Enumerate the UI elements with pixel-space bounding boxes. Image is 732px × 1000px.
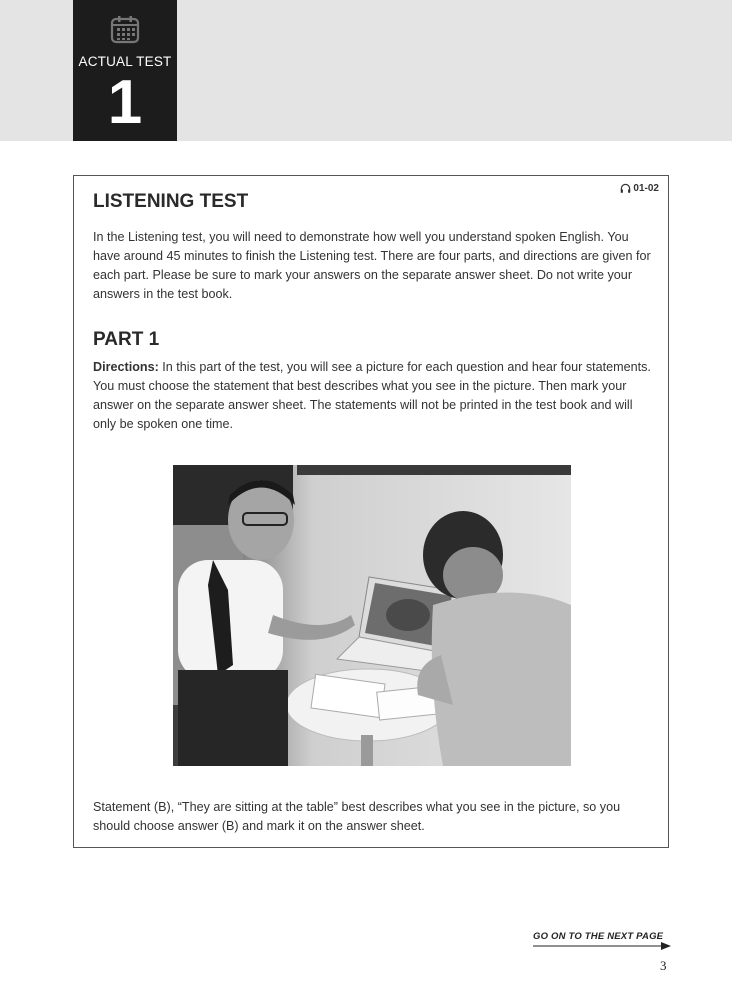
listening-test-box — [73, 175, 669, 848]
directions-label: Directions: — [93, 360, 159, 374]
audio-track-label: 01-02 — [633, 183, 659, 194]
audio-track — [620, 183, 659, 194]
tab-number: 1 — [107, 68, 143, 137]
listening-intro: In the Listening test, you will need to demonstrate how well you understand spoken English. You have around 45 minutes to finish the Listening test. There are four parts, and directions are given for each part. Please be sure to mark your answers on the separate answer sheet. Do not write your answers in the test book. — [93, 230, 651, 301]
part-title: PART 1 — [93, 329, 160, 350]
listening-title: LISTENING TEST — [93, 191, 249, 212]
arrow-right-icon — [533, 942, 671, 950]
example-explanation: Statement (B), “They are sitting at the table” best describes what you see in the picture, so you should choose answer (B) and mark it on the answer sheet. — [93, 800, 621, 833]
directions-text: In this part of the test, you will see a picture for each question and hear four statements. You must choose the statement that best describes what you see in the picture. Then mark your answer on the separate answer sheet. The statements will not be printed in the test book and will only be spoken one time. — [93, 360, 651, 431]
next-page-label: GO ON TO THE NEXT PAGE — [533, 931, 664, 942]
actual-test-tab — [73, 0, 177, 141]
part-directions — [93, 358, 653, 434]
calendar-icon — [110, 14, 140, 44]
tab-label: ACTUAL TEST — [78, 54, 172, 69]
page-number: 3 — [660, 958, 667, 973]
example-photo — [173, 465, 571, 766]
headphones-icon — [620, 183, 631, 194]
